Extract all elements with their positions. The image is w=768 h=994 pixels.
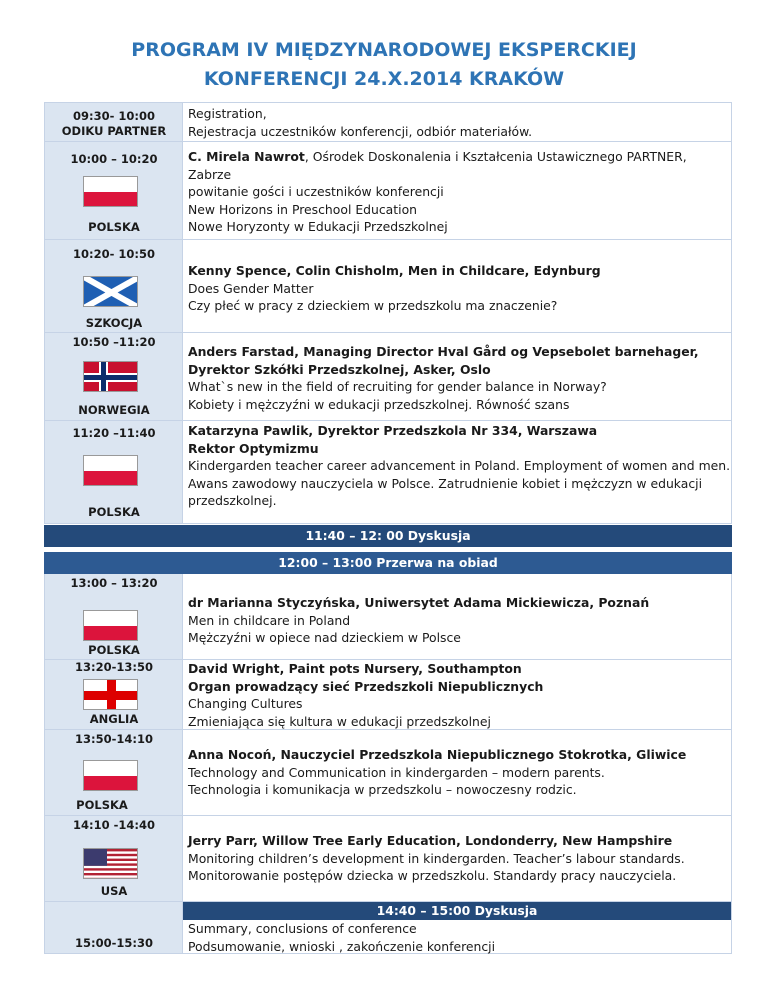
schedule-row — [44, 730, 732, 816]
session-line: Kindergarden teacher career advancement in Poland. Employment of women and men. — [188, 458, 731, 473]
session-line: Monitorowanie postępów dziecka w przedszkolu. Standardy pracy nauczyciela. — [188, 868, 677, 883]
session-line: Awans zawodowy nauczyciela w Polsce. Zatrudnienie kobiet i mężczyzn w edukacji przedszkolnej. — [188, 475, 703, 508]
title-line-1: PROGRAM IV MIĘDZYNARODOWEJ EKSPERCKIEJ — [131, 39, 637, 61]
schedule-row — [44, 902, 732, 954]
time-label: 10:20- 10:50 — [73, 247, 155, 261]
organizer-label: ODIKU PARTNER — [61, 124, 167, 138]
time-label: 13:50-14:10 — [75, 732, 153, 746]
schedule-row — [44, 333, 732, 421]
session-line: powitanie gości i uczestników konferencji — [188, 184, 444, 199]
time-label: 13:20-13:50 — [75, 660, 153, 674]
time-label: 10:00 – 10:20 — [70, 152, 158, 166]
session-line: Changing Cultures — [188, 696, 303, 711]
time-label: 10:50 –11:20 — [72, 335, 156, 349]
country-label: POLSKA — [88, 643, 140, 657]
session-line: Registration, — [188, 106, 267, 121]
speaker-line: David Wright, Paint pots Nursery, Southampton — [188, 661, 522, 676]
poland-flag-icon — [83, 455, 138, 486]
session-line: Technologia i komunikacja w przedszkolu – nowoczesny rodzic. — [188, 782, 577, 797]
speaker-line: Katarzyna Pawlik, Dyrektor Przedszkola Nr 334, Warszawa — [188, 423, 598, 438]
country-label: NORWEGIA — [78, 403, 150, 417]
speaker-line: Jerry Parr, Willow Tree Early Education, Londonderry, New Hampshire — [188, 833, 673, 848]
lunch-band: 12:00 – 13:00 Przerwa na obiad — [44, 552, 732, 574]
session-line: Podsumowanie, wnioski , zakończenie konferencji — [188, 938, 496, 954]
session-line: Summary, conclusions of conference — [188, 921, 417, 936]
speaker-line: Rektor Optymizmu — [188, 440, 319, 456]
country-label: POLSKA — [76, 798, 128, 812]
speaker-line: Kenny Spence, Colin Chisholm, Men in Childcare, Edynburg — [188, 263, 601, 278]
session-line: New Horizons in Preschool Education — [188, 201, 418, 217]
time-label: 14:10 -14:40 — [73, 818, 155, 832]
time-label: 13:00 – 13:20 — [70, 576, 158, 590]
time-label: 15:00-15:30 — [75, 936, 153, 950]
session-line: Zabrze — [188, 166, 232, 182]
schedule-row — [44, 816, 732, 902]
country-label: ANGLIA — [89, 712, 139, 726]
title-line-2: KONFERENCJI 24.X.2014 KRAKÓW — [203, 68, 565, 90]
schedule-row — [44, 421, 732, 524]
speaker-line: C. Mirela Nawrot, Ośrodek Doskonalenia i Kształcenia Ustawicznego PARTNER, — [188, 149, 687, 164]
england-flag-icon — [83, 679, 138, 710]
schedule-row — [44, 574, 732, 660]
speaker-line: Anders Farstad, Managing Director Hval Gård og Vepsebolet barnehager, — [188, 344, 699, 359]
schedule-row — [44, 240, 732, 333]
poland-flag-icon — [83, 176, 138, 207]
country-label: USA — [100, 884, 128, 898]
session-line: Kobiety i mężczyźni w edukacji przedszkolnej. Równość szans — [188, 396, 570, 412]
time-label: 11:20 –11:40 — [72, 426, 156, 440]
schedule-row — [44, 102, 732, 142]
usa-flag-icon — [83, 848, 138, 879]
discussion-band: 14:40 – 15:00 Dyskusja — [182, 902, 732, 920]
session-line: Mężczyźni w opiece nad dzieckiem w Polsce — [188, 630, 461, 645]
session-line: Nowe Horyzonty w Edukacji Przedszkolnej — [188, 219, 448, 234]
speaker-line: dr Marianna Styczyńska, Uniwersytet Adama Mickiewicza, Poznań — [188, 595, 650, 610]
schedule-row — [44, 660, 732, 730]
session-line: Technology and Communication in kindergarden – modern parents. — [188, 764, 605, 780]
poland-flag-icon — [83, 760, 138, 791]
discussion-band: 11:40 – 12: 00 Dyskusja — [44, 525, 732, 547]
page-title — [0, 36, 768, 94]
session-line: Rejestracja uczestników konferencji, odbiór materiałów. — [188, 123, 533, 139]
session-line: Monitoring children’s development in kindergarden. Teacher’s labour standards. — [188, 850, 685, 866]
speaker-line: Organ prowadzący sieć Przedszkoli Niepublicznych — [188, 678, 544, 694]
poland-flag-icon — [83, 610, 138, 641]
session-line: Zmieniająca się kultura w edukacji przedszkolnej — [188, 713, 491, 729]
country-label: POLSKA — [88, 220, 140, 234]
session-line: Does Gender Matter — [188, 280, 314, 296]
scotland-flag-icon — [83, 276, 138, 307]
session-line: Czy płeć w pracy z dzieckiem w przedszkolu ma znaczenie? — [188, 298, 558, 313]
speaker-line: Anna Nocoń, Nauczyciel Przedszkola Niepublicznego Stokrotka, Gliwice — [188, 747, 687, 762]
session-line: What`s new in the field of recruiting for gender balance in Norway? — [188, 379, 607, 394]
norway-flag-icon — [83, 361, 138, 392]
country-label: POLSKA — [88, 505, 140, 519]
schedule-row — [44, 142, 732, 240]
speaker-line: Dyrektor Szkółki Przedszkolnej, Asker, Oslo — [188, 361, 491, 377]
time-label: 09:30- 10:00 — [73, 109, 155, 123]
session-line: Men in childcare in Poland — [188, 612, 351, 628]
country-label: SZKOCJA — [85, 316, 143, 330]
